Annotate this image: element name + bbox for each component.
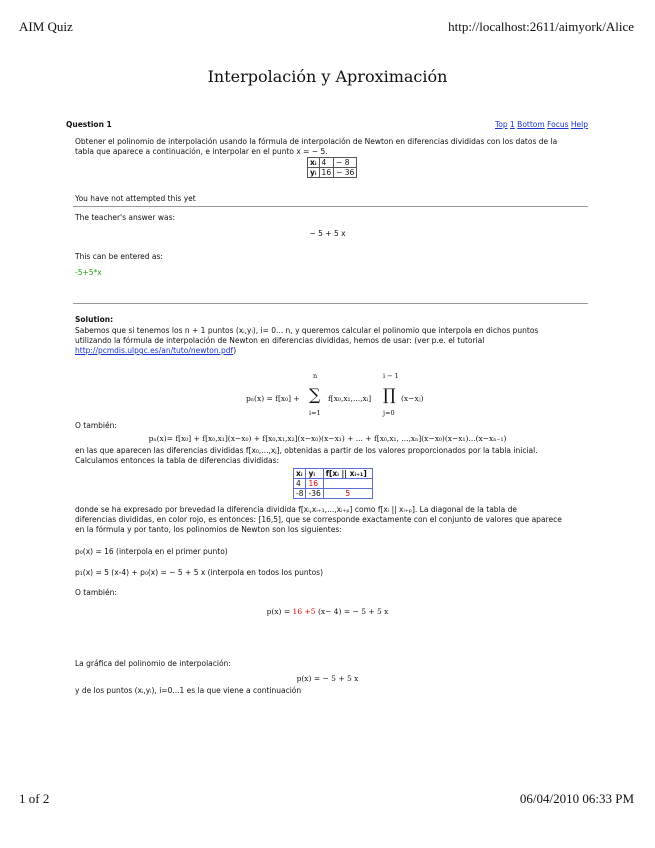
page-counter: 1 of 2 [19,791,50,806]
table-row [294,469,373,479]
tambien-2: O también: [75,588,117,597]
table-cell: 16 [306,479,323,489]
polynomial-p1: p₁(x) = 5 (x-4) + p₀(x) = − 5 + 5 x (interpola en todos los puntos) [75,568,323,577]
table-header-cell: yᵢ [306,469,323,479]
formula-3 [0,607,655,616]
tutorial-link[interactable]: http://pcmdis.ulpgc.es/an/tuto/newton.pdf [75,346,234,355]
table-cell: − 36 [334,168,357,178]
page-url: http://localhost:2611/aimyork/Alice [448,19,634,34]
solution-para-2a: en las que aparecen las diferencias divididas f[x₀,...,xⱼ], obtenidas a partir de los valores proporcionados por la tabla inicial. [75,446,538,455]
table-cell: -36 [306,489,323,499]
table-cell: 4 [294,479,306,489]
tutorial-line [75,346,236,356]
nav-help-link[interactable]: Help [570,120,588,129]
formula-3-lhs: p(x) = [266,607,291,616]
sum-lower: i=1 [309,409,321,417]
table-cell: yᵢ [308,168,320,178]
nav-focus-link[interactable]: Focus [547,120,569,129]
data-table [307,157,357,178]
divider [73,303,588,304]
table-row [308,158,357,168]
entered-value: -5+5*x [75,268,102,277]
solution-para-1a: Sabemos que si tenemos los n + 1 puntos (xᵢ,yᵢ), i= 0... n, y queremos calcular el polinomio que interpola en dichos puntos [75,326,539,335]
formula-3-coef-2: 5 [310,607,316,616]
nav-1-link[interactable]: 1 [510,120,515,129]
table-cell: − 8 [334,158,357,168]
question-nav [495,120,588,130]
sum-upper: n [313,372,318,380]
solution-para-3c: en la fórmula y por tanto, los polinomios de Newton son los siguientes: [75,525,342,534]
tutorial-suffix: ) [233,346,237,355]
polynomial-p0: p₀(x) = 16 (interpola en el primer punto) [75,547,228,556]
formula-2: pₙ(x)= f[x₀] + f[x₀,x₁](x−x₀) + f[x₀,x₁,x₂](x−x₀)(x−x₁) + ... + f[x₀,x₁, ...,xₙ](x−x₀)(x−x₁)...(x−xₙ₋₁) [148,434,507,443]
nav-bottom-link[interactable]: Bottom [517,120,545,129]
formula-1-rhs: (x−xⱼ) [401,394,424,403]
solution-para-1b: utilizando la fórmula de interpolación de Newton en diferencias divididas, hemos de usar: (ver p.e. el tutorial [75,336,485,345]
table-row [308,168,357,178]
table-cell: 4 [319,158,334,168]
solution-para-3a: donde se ha expresado por brevedad la diferencia dividida f[xᵢ,xᵢ₊₁,...,xᵢ₊ₚ] como f[xᵢ || xᵢ₊ₚ]. La diagonal de la tabla de [75,505,517,514]
table-cell: 5 [323,489,372,499]
page-title: Interpolación y Aproximación [207,67,448,86]
table-header-cell: xᵢ [294,469,306,479]
solution-label: Solution: [75,315,114,324]
product-icon: ∏ [383,385,396,404]
table-cell: 16 [319,168,334,178]
prod-lower: j=0 [383,409,395,417]
solution-para-2b: Calculamos entonces la tabla de diferencias divididas: [75,456,280,465]
question-text-1: Obtener el polinomio de interpolación usando la fórmula de interpolación de Newton en diferencias divididas con los datos de la [75,137,558,146]
formula-3-plus: + [304,607,311,616]
teacher-answer-label: The teacher's answer was: [75,213,176,222]
question-text-2: tabla que aparece a continuación, e interpolar en el punto x = − 5. [75,147,328,156]
table-cell: -8 [294,489,306,499]
formula-1-lhs: pₙ(x) = f[x₀] + [246,394,300,403]
table-cell: xᵢ [308,158,320,168]
formula-1-mid: f[x₀,x₁,...,xᵢ] [328,394,372,403]
divided-differences-table [293,468,373,499]
table-cell [323,479,372,489]
formula-3-coef-1: 16 [292,607,303,616]
table-row [294,489,373,499]
attempt-status: You have not attempted this yet [75,194,196,203]
points-text: y de los puntos (xᵢ,yᵢ), i=0...1 es la que viene a continuación [75,686,302,695]
question-label: Question 1 [66,120,112,129]
table-header-cell: f[xᵢ || xᵢ₊₁] [323,469,372,479]
divider [73,206,588,207]
solution-para-3b: diferencias divididas, en color rojo, es entonces: [16,5], que se corresponde exactamente con el conjunto de valores que aparece [75,515,562,524]
graph-formula: p(x) = − 5 + 5 x [296,674,359,683]
entered-label: This can be entered as: [75,252,163,261]
nav-top-link[interactable]: Top [494,120,508,129]
graph-label: La gráfica del polinomio de interpolación: [75,659,231,668]
print-datetime: 06/04/2010 06:33 PM [519,791,634,806]
teacher-answer: − 5 + 5 x [309,229,346,238]
tambien-1: O también: [75,421,117,430]
app-title: AIM Quiz [19,19,73,34]
formula-3-rest: (x− 4) = − 5 + 5 x [317,607,389,616]
sigma-icon: ∑ [309,385,321,404]
table-row [294,479,373,489]
prod-upper: i − 1 [383,372,399,380]
